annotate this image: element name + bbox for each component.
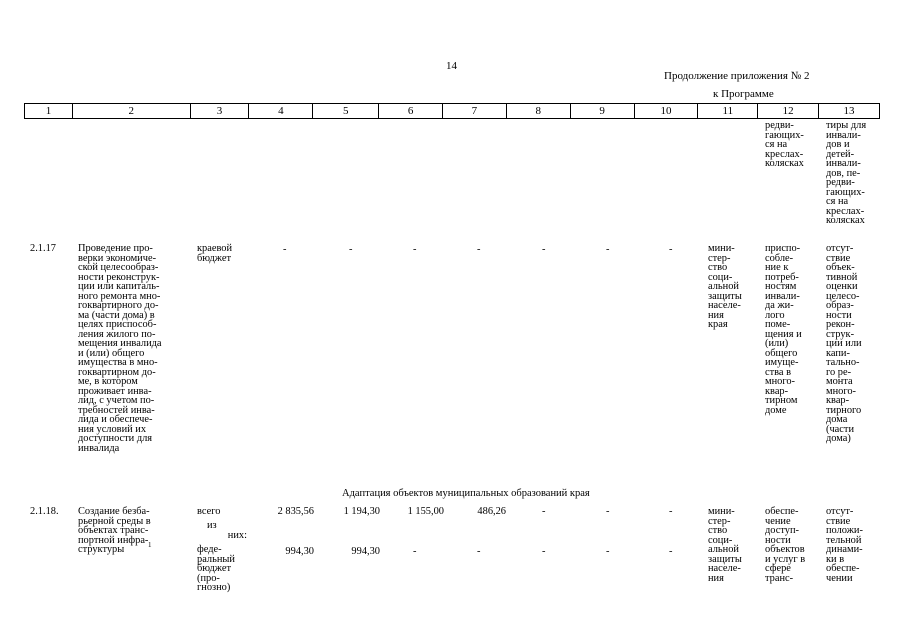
value-cell: - xyxy=(413,244,417,255)
header-col-10: 10 xyxy=(635,104,699,118)
header-col-1: 1 xyxy=(25,104,73,118)
value-cell: - xyxy=(669,546,673,557)
funding-source-of: из них: xyxy=(207,520,247,541)
header-col-6: 6 xyxy=(379,104,443,118)
measure-name: Проведение про- верки экономиче- ской целесообраз- ности реконструк- ции или капиталь- ного ремонта мно- гоквартирного до- ма (части дома) в целях приспособ- ления жилого по- мещения инвалида и (или) общего имущества в мно- гоквартирном до- ме, в котором проживает инва- лид, с учетом по- требностей инва- лида и обеспече- ния условий их доступности для инвалида xyxy=(78,243,162,454)
header-col-12: 12 xyxy=(758,104,819,118)
footnote-marker: 1 xyxy=(148,541,152,549)
value-cell: 1 194,30 xyxy=(343,506,380,517)
indicator: отсут- ствие положи- тельной динами- ки в обеспе- чении xyxy=(826,506,863,584)
appendix-caption-line1: Продолжение приложения № 2 xyxy=(664,70,810,82)
value-cell: 2 835,56 xyxy=(277,506,314,517)
page-number: 14 xyxy=(446,60,457,72)
header-col-7: 7 xyxy=(443,104,507,118)
funding-source-federal: феде- ральный бюджет (про- гнозно) xyxy=(197,544,235,593)
header-col-5: 5 xyxy=(313,104,379,118)
executor: мини- стер- ство соци- альной защиты населе- ния края xyxy=(708,243,742,330)
continued-indicator-text: тиры для инвали- дов и детей- инвали- дов, пе- редви- гающих- ся на креслах- колясках xyxy=(826,120,867,226)
value-cell: - xyxy=(542,244,546,255)
row-number: 2.1.17 xyxy=(30,243,56,254)
table-header-row xyxy=(24,103,880,119)
value-cell: 994,30 xyxy=(285,546,314,557)
value-cell: - xyxy=(542,506,546,517)
value-cell: - xyxy=(413,546,417,557)
value-cell: - xyxy=(477,244,481,255)
header-col-3: 3 xyxy=(191,104,250,118)
value-cell: 994,30 xyxy=(351,546,380,557)
value-cell: - xyxy=(606,244,610,255)
value-cell: - xyxy=(669,506,673,517)
measure-name: Создание безба- рьерной среды в объектах транс- портной инфра- структуры xyxy=(78,506,151,555)
header-col-13: 13 xyxy=(843,105,855,117)
value-cell: 486,26 xyxy=(477,506,506,517)
value-cell: - xyxy=(283,244,287,255)
executor: мини- стер- ство соци- альной защиты населе- ния xyxy=(708,506,742,584)
value-cell: - xyxy=(669,244,673,255)
header-col-4: 4 xyxy=(249,104,313,118)
header-col-8: 8 xyxy=(507,104,571,118)
expected-result: приспо- собле- ние к потреб- ностям инвали- да жи- лого поме- щения и (или) общего имуще- ства в много- квар- тирном доме xyxy=(765,243,802,416)
funding-source: краевой бюджет xyxy=(197,243,233,264)
header-col-11: 11 xyxy=(698,104,758,118)
continued-result-text: редви- гающих- ся на креслах- колясках xyxy=(765,120,804,169)
header-col-9: 9 xyxy=(571,104,635,118)
section-title: Адаптация объектов муниципальных образований края xyxy=(342,488,590,499)
indicator: отсут- ствие объек- тивной оценки целесо- образ- ности рекон- струк- ции или капи- тально- го ре- монта много- квар- тирного дома (части дома) xyxy=(826,243,862,444)
funding-source-total: всего xyxy=(197,506,221,517)
value-cell: 1 155,00 xyxy=(407,506,444,517)
value-cell: - xyxy=(349,244,353,255)
value-cell: - xyxy=(477,546,481,557)
value-cell: - xyxy=(606,506,610,517)
header-col-2: 2 xyxy=(73,104,191,118)
value-cell: - xyxy=(606,546,610,557)
value-cell: - xyxy=(542,546,546,557)
row-number: 2.1.18. xyxy=(30,506,59,517)
appendix-caption-line2: к Программе xyxy=(713,88,774,100)
expected-result: обеспе- чение доступ- ности объектов и услуг в сфере транс- xyxy=(765,506,806,584)
